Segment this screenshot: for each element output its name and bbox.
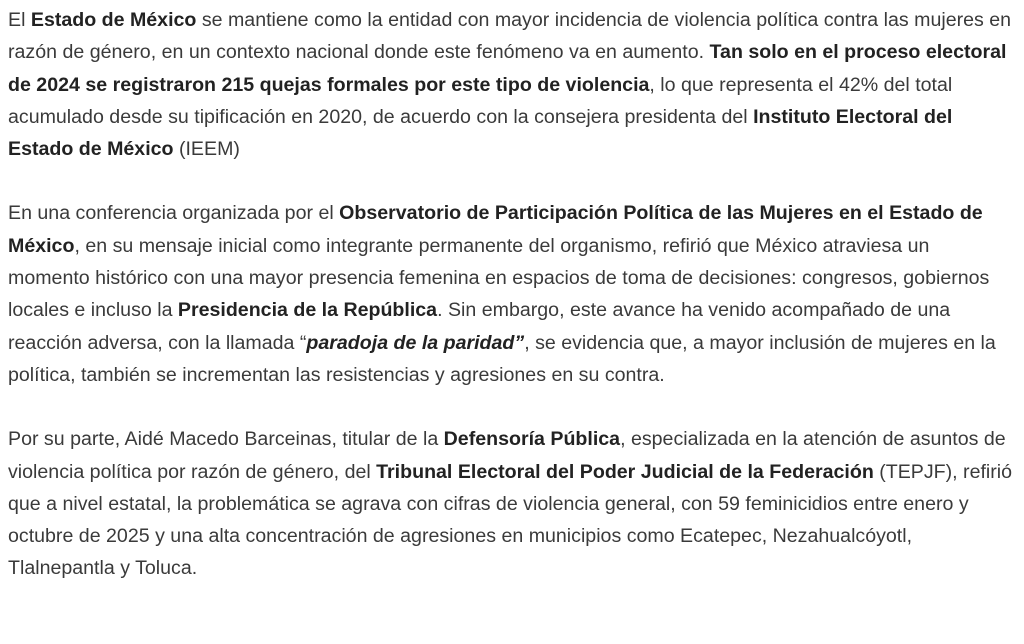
bold-italic-text-run: paradoja de la paridad” [306,331,525,354]
text-run: En una conferencia organizada por el [8,202,340,225]
paragraph-3 [8,423,1016,584]
bold-text-run: Tan solo en el proceso electoral de 2024 se registraron 215 quejas formales por este tipo de violencia [8,41,1007,96]
text-run: se mantiene como la entidad con mayor incidencia de violencia política contra las mujeres en razón de género, en un contexto nacional donde este fenómeno va en aumento. [8,9,1012,64]
paragraph-2 [8,197,1016,391]
text-run: Por su parte, Aidé Macedo Barceinas, titular de la [8,428,444,451]
bold-text-run: Tribunal Electoral del Poder Judicial de la Federación [376,460,874,483]
text-run: El [8,9,31,31]
bold-text-run: Observatorio de Participación Política de las Mujeres en el Estado de México [8,202,983,257]
text-run: , se evidencia que, a mayor inclusión de mujeres en la política, también se incrementan las resistencias y agresiones en su contra. [8,331,996,386]
text-run: , en su mensaje inicial como integrante permanente del organismo, refirió que México atraviesa un momento histórico con una mayor presencia femenina en espacios de toma de decisiones: congresos, gobiernos locales e incluso la [8,234,990,322]
text-run: , especializada en la atención de asuntos de violencia política por razón de género, del [8,428,1006,483]
text-run: (TEPJF), refirió que a nivel estatal, la problemática se agrava con cifras de violencia general, con 59 feminicidios entre enero y octubre de 2025 y una alta concentración de agresiones en municipios como Ecatepec, Nezahualcóyotl, Tlalnepantla y Toluca. [8,460,1013,580]
text-run: (IEEM) [173,138,240,161]
text-run: , lo que representa el 42% del total acumulado desde su tipificación en 2020, de acuerdo con la consejera presidenta del [8,73,953,128]
bold-text-run: Presidencia de la República [177,299,438,322]
paragraph-1 [8,4,1016,165]
bold-text-run: Defensoría Pública [443,428,621,451]
bold-text-run: Estado de México [30,9,197,31]
text-run: . Sin embargo, este avance ha venido acompañado de una reacción adversa, con la llamada “ [8,299,951,354]
bold-text-run: Instituto Electoral del Estado de México [8,105,953,161]
